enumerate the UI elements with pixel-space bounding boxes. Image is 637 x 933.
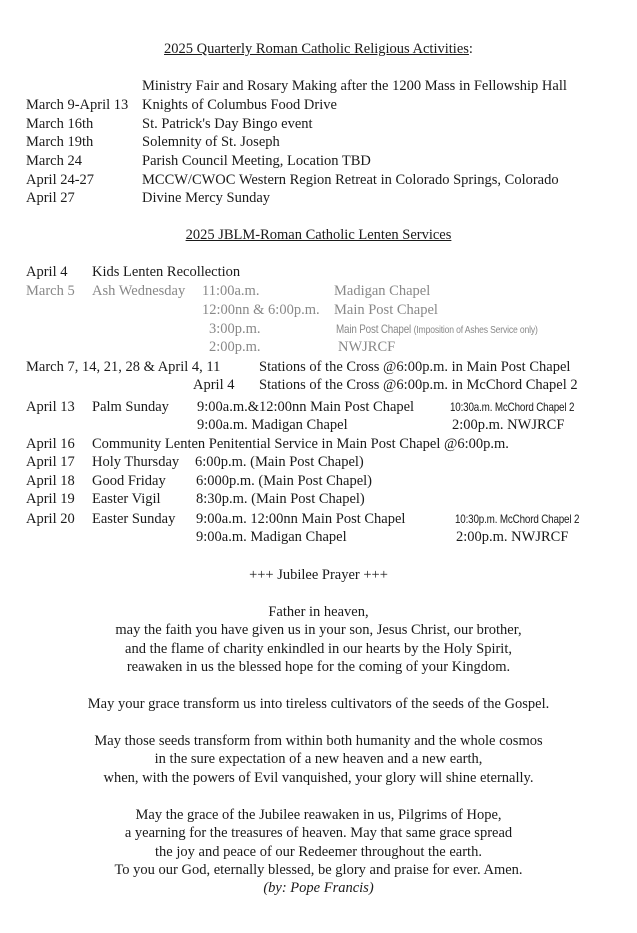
activity-event: Ministry Fair and Rosary Making after the 1200 Mass in Fellowship Hall [142, 78, 567, 94]
ash-name: Ash Wednesday [92, 283, 186, 299]
prayer-line: reawaken in us the blessed hope for the coming of your Kingdom. [126, 659, 511, 675]
easter-vigil-name: Easter Vigil [92, 491, 161, 507]
prayer-line: when, with the powers of Evil vanquished, your glory will shine eternally. [103, 770, 534, 786]
stations-event: Stations of the Cross @6:00p.m. in McChord Chapel 2 [259, 377, 578, 393]
prayer-line: Father in heaven, [268, 604, 369, 620]
prayer-line: May your grace transform us into tireless cultivators of the seeds of the Gospel. [87, 696, 550, 712]
prayer-line: To you our God, eternally blessed, be glory and praise for ever. Amen. [114, 862, 523, 878]
activity-event: Parish Council Meeting, Location TBD [142, 153, 371, 169]
easter-sunday-name: Easter Sunday [92, 511, 176, 527]
ash-place: NWJRCF [338, 339, 396, 355]
activity-event: Solemnity of St. Joseph [142, 134, 280, 150]
prayer-line: the joy and peace of our Redeemer throughout the earth. [155, 844, 482, 860]
good-friday-detail: 6:000p.m. (Main Post Chapel) [196, 473, 373, 489]
prayer-line: May those seeds transform from within both humanity and the whole cosmos [94, 733, 543, 749]
ash-place: Main Post Chapel [334, 302, 438, 318]
activity-event: St. Patrick's Day Bingo event [142, 116, 313, 132]
ash-place-name: Main Post Chapel [336, 322, 412, 336]
palm-date: April 13 [26, 399, 75, 415]
ash-place-note: (Imposition of Ashes Service only) [413, 324, 538, 336]
activity-date: March 19th [26, 134, 94, 150]
ash-date: March 5 [26, 283, 75, 299]
prayer-line: May the grace of the Jubilee reawaken in us, Pilgrims of Hope, [135, 807, 502, 823]
activities-title: 2025 Quarterly Roman Catholic Religious Activities [164, 41, 469, 57]
activity-event: MCCW/CWOC Western Region Retreat in Colorado Springs, Colorado [142, 172, 559, 188]
palm-line1: 9:00a.m.&12:00nn Main Post Chapel [197, 399, 415, 415]
prayer-heading: +++ Jubilee Prayer +++ [249, 567, 388, 583]
palm-line1-right: 10:30a.m. McChord Chapel 2 [450, 400, 575, 414]
activities-title-colon: : [468, 41, 473, 57]
holy-thursday-name: Holy Thursday [92, 454, 180, 470]
ash-time: 2:00p.m. [209, 339, 261, 355]
activity-date: March 16th [26, 116, 94, 132]
lenten-date: April 4 [26, 264, 68, 280]
good-friday-date: April 18 [26, 473, 75, 489]
lenten-event: Kids Lenten Recollection [92, 264, 241, 280]
easter-vigil-date: April 19 [26, 491, 75, 507]
stations-event: Stations of the Cross @6:00p.m. in Main Post Chapel [259, 359, 571, 375]
activity-date: April 27 [26, 190, 75, 206]
lenten-heading [0, 226, 637, 244]
palm-name: Palm Sunday [92, 399, 169, 415]
activity-date: March 9-April 13 [26, 97, 129, 113]
prayer-line: a yearning for the treasures of heaven. May that same grace spread [124, 825, 513, 841]
prayer-line: in the sure expectation of a new heaven and a new earth, [154, 751, 483, 767]
activity-event: Divine Mercy Sunday [142, 190, 271, 206]
ash-time: 12:00nn & 6:00p.m. [202, 302, 320, 318]
easter-sunday-line2: 9:00a.m. Madigan Chapel [196, 529, 347, 545]
stations-date: March 7, 14, 21, 28 & April 4, 11 [26, 359, 221, 375]
lenten-title: 2025 JBLM-Roman Catholic Lenten Services [185, 227, 452, 243]
stations-date: April 4 [193, 377, 235, 393]
community-date: April 16 [26, 436, 75, 452]
activity-date: April 24-27 [26, 172, 95, 188]
holy-thursday-detail: 6:00p.m. (Main Post Chapel) [195, 454, 364, 470]
ash-place [336, 320, 538, 339]
easter-sunday-date: April 20 [26, 511, 75, 527]
activity-event: Knights of Columbus Food Drive [142, 97, 337, 113]
palm-line2-right: 2:00p.m. NWJRCF [452, 417, 565, 433]
ash-place: Madigan Chapel [334, 283, 431, 299]
prayer-attribution: (by: Pope Francis) [263, 880, 374, 896]
prayer-line: may the faith you have given us in your son, Jesus Christ, our brother, [115, 622, 522, 638]
activities-heading [0, 40, 637, 58]
holy-thursday-date: April 17 [26, 454, 75, 470]
community-event: Community Lenten Penitential Service in Main Post Chapel @6:00p.m. [92, 436, 509, 452]
activity-date: March 24 [26, 153, 82, 169]
easter-sunday-line1-right: 10:30p.m. McChord Chapel 2 [455, 512, 580, 526]
easter-vigil-detail: 8:30p.m. (Main Post Chapel) [196, 491, 365, 507]
ash-time: 11:00a.m. [202, 283, 260, 299]
palm-line2: 9:00a.m. Madigan Chapel [197, 417, 348, 433]
good-friday-name: Good Friday [92, 473, 166, 489]
prayer-line: and the flame of charity enkindled in our hearts by the Holy Spirit, [125, 641, 512, 657]
ash-time: 3:00p.m. [209, 321, 261, 337]
easter-sunday-line2-right: 2:00p.m. NWJRCF [456, 529, 569, 545]
easter-sunday-line1: 9:00a.m. 12:00nn Main Post Chapel [196, 511, 406, 527]
